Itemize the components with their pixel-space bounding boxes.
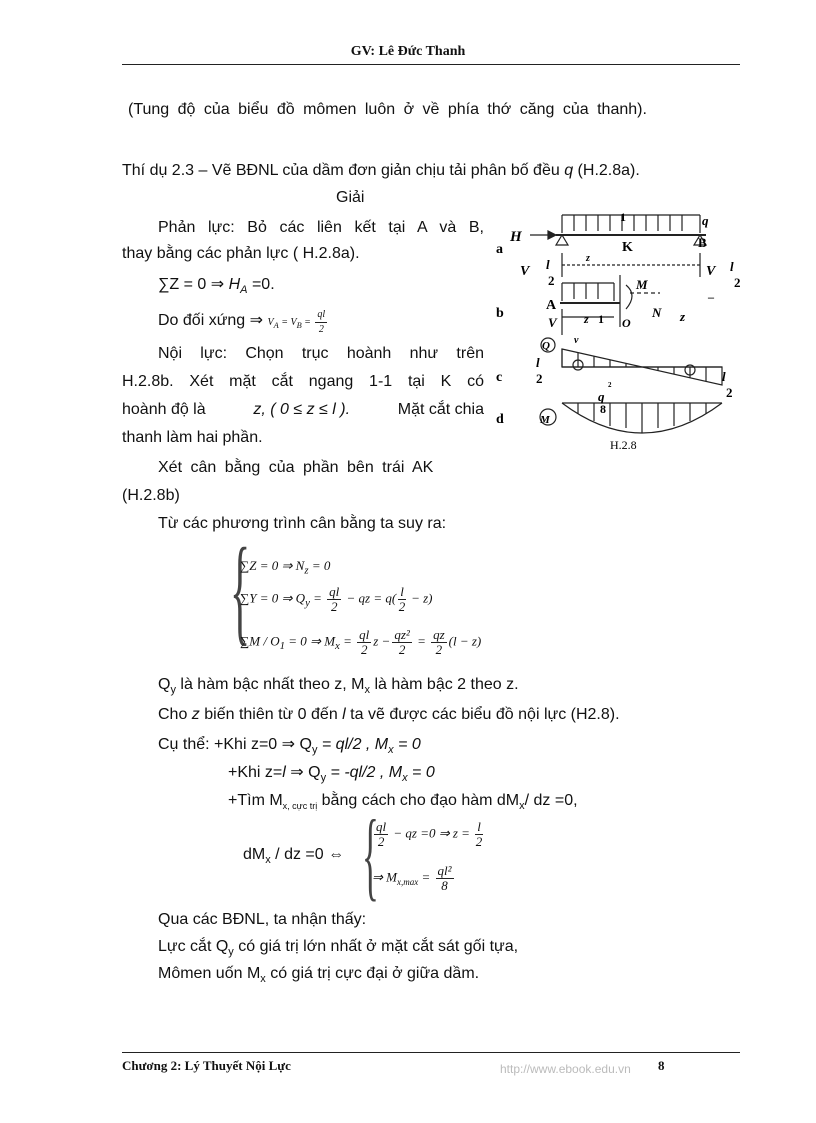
- eq2-den: 2: [330, 599, 338, 614]
- derivative-eq-2: [372, 864, 456, 893]
- figure-caption: H.2.8: [610, 438, 637, 452]
- derivative-eq-1: [372, 820, 485, 849]
- equilibrium-line-2: (H.2.8b): [122, 487, 180, 504]
- label-M: M: [636, 277, 648, 292]
- eq3-num1: ql: [359, 627, 370, 642]
- beam-figure: [490, 205, 750, 455]
- conclusion-line-3: [158, 964, 479, 989]
- eq1-sub: z: [304, 564, 309, 577]
- eq1-post: = 0: [308, 558, 331, 573]
- example-heading-ref: (H.2.8a).: [573, 162, 640, 179]
- label-q: q: [702, 213, 709, 228]
- internal-line-3: [122, 400, 484, 420]
- footer-rule: [122, 1052, 740, 1053]
- qy-sub2: x: [364, 684, 370, 697]
- symmetry-text: Do đối xứng ⇒: [158, 311, 264, 329]
- case-3-line: [228, 791, 578, 816]
- case2-l: l: [282, 764, 286, 781]
- case2-a: +Khi z=: [228, 764, 283, 781]
- eq3-num3: qz: [433, 627, 445, 642]
- eq3-sub1: 1: [279, 640, 286, 653]
- equilibrium-line-1: Xét cân bằng của phần bên trái AK: [158, 459, 434, 476]
- d1-num2: l: [477, 819, 481, 834]
- case2-b: ⇒ Q: [285, 764, 321, 781]
- label-M-d: M: [540, 414, 550, 426]
- eq2-end: − z): [407, 590, 433, 606]
- conclusion-line-1: Qua các BĐNL, ta nhận thấy:: [158, 911, 367, 928]
- qy-b: là hàm bậc nhất theo z, M: [175, 676, 365, 693]
- d1-mid: − qz =0 ⇒ z =: [390, 825, 474, 841]
- label-ql2: q: [598, 389, 605, 404]
- eq3-den2: 2: [398, 642, 406, 657]
- symmetry-sub-b: B: [296, 320, 302, 330]
- symmetry-eq1: = V: [278, 316, 297, 328]
- label-z-b2: z: [584, 312, 589, 326]
- eq3-eq2: =: [413, 633, 430, 649]
- internal-line-4: thanh làm hai phần.: [122, 429, 263, 446]
- conclusion-line-2: [158, 937, 518, 962]
- sum-z-sub: A: [240, 284, 248, 297]
- internal-line-2: H.2.8b. Xét mặt cắt ngang 1-1 tại K có: [122, 373, 484, 390]
- label-v: v: [574, 335, 579, 346]
- example-heading-text: Vẽ BĐNL của dầm đơn giản chịu tải phân bố đều: [211, 162, 565, 179]
- label-z-b: z: [680, 309, 686, 324]
- eq2-den2: 2: [398, 599, 406, 614]
- eq2-sub: y: [305, 597, 310, 610]
- label-2-a: 2: [548, 273, 555, 288]
- label-2-c: 2: [536, 371, 543, 386]
- eq3-mid: = 0 ⇒ M: [285, 633, 336, 649]
- footer-watermark[interactable]: http://www.ebook.edu.vn: [500, 1062, 631, 1076]
- example-heading-prefix: Thí dụ 2.3 –: [122, 162, 212, 179]
- d2-sub: x,max: [396, 877, 419, 888]
- internal-line-1: Nội lực: Chọn trục hoành như trên: [158, 345, 484, 362]
- header-rule: [122, 64, 740, 65]
- intro-line: (Tung độ của biểu đồ mômen luôn ở về phía thớ căng của thanh).: [128, 101, 647, 118]
- internal-3b: z, ( 0 ≤ z ≤ l ).: [253, 401, 351, 418]
- label-l-b: l: [730, 259, 734, 274]
- label-H: H: [510, 229, 522, 245]
- label-dash: –: [708, 290, 714, 304]
- eq3-num2: qz²: [394, 627, 410, 642]
- eq3-eq: =: [339, 633, 356, 649]
- equation-1: [240, 558, 330, 577]
- reaction-line-2: thay bằng các phản lực ( H.2.8a).: [122, 245, 360, 262]
- from-equations-line: Từ các phương trình cân bằng ta suy ra:: [158, 515, 447, 532]
- label-K: K: [622, 240, 633, 255]
- label-b: b: [496, 306, 504, 321]
- derivative-brace: {: [362, 799, 379, 910]
- moment-diagram-d: [540, 403, 722, 433]
- vary-line: [158, 705, 620, 725]
- deriv-sub: x: [265, 854, 271, 867]
- qy-a: Q: [158, 676, 171, 693]
- equation-3: [240, 628, 481, 657]
- concl-3b: có giá trị cực đại ở giữa dầm.: [265, 965, 480, 982]
- qy-line: [158, 675, 519, 700]
- case1-sub2: x: [388, 744, 394, 757]
- symmetry-eq2: =: [301, 316, 314, 328]
- vary-c: ta vẽ được các biểu đồ nội lực (H2.8).: [345, 706, 620, 723]
- page-header-title: GV: Lê Đức Thanh: [350, 44, 466, 59]
- sum-z-pre: ∑Z = 0 ⇒: [158, 276, 229, 293]
- label-l-c: l: [536, 355, 540, 370]
- case-intro: Cụ thể: +Khi z=0 ⇒ Q: [158, 736, 312, 753]
- label-d: d: [496, 412, 504, 427]
- symmetry-sub-a: A: [273, 320, 279, 330]
- case2-end: = 0: [407, 764, 435, 781]
- case2-sub2: x: [402, 772, 408, 785]
- case1-val: = ql/2 , M: [317, 736, 389, 753]
- d1-den2: 2: [475, 834, 483, 849]
- symmetry-lhs: V: [267, 316, 274, 328]
- label-c: c: [496, 370, 503, 385]
- d2-den: 8: [441, 878, 448, 893]
- label-one-b: 1: [598, 312, 604, 326]
- concl-3sub: x: [260, 973, 266, 986]
- d2-pre: ⇒ M: [372, 869, 397, 885]
- d1-den: 2: [377, 834, 385, 849]
- label-sq: 2: [608, 381, 612, 389]
- eq3-pre: ∑M / O: [240, 633, 280, 649]
- concl-2b: có giá trị lớn nhất ở mặt cắt sát gối tựa,: [233, 938, 519, 955]
- symmetry-den: 2: [318, 324, 324, 335]
- eq1-text: ∑Z = 0 ⇒ N: [240, 558, 305, 573]
- label-one-top: 1: [620, 210, 626, 224]
- vary-b: biến thiên từ 0 đến: [199, 706, 343, 723]
- case-2-line: [228, 763, 435, 788]
- eq2-mid: − qz = q(: [343, 590, 397, 606]
- label-A: A: [546, 298, 557, 313]
- case1-end: = 0: [393, 736, 421, 753]
- case2-val: = -ql/2 , M: [326, 764, 403, 781]
- solution-label: Giải: [336, 189, 365, 206]
- concl-2sub: y: [228, 946, 234, 959]
- label-N: N: [652, 305, 662, 320]
- symmetry-num: ql: [315, 308, 327, 323]
- label-l-a: l: [546, 257, 550, 272]
- case3-a: +Tìm M: [228, 792, 283, 809]
- label-O: O: [622, 316, 631, 330]
- eq3-sub2: x: [335, 640, 340, 653]
- footer-page-number: 8: [658, 1058, 665, 1073]
- eq2-pre: ∑Y = 0 ⇒ Q: [240, 590, 306, 606]
- sum-z-post: =0.: [247, 276, 275, 293]
- internal-3a: hoành độ là: [122, 401, 206, 418]
- label-B: B: [698, 235, 707, 250]
- label-a: a: [496, 242, 503, 257]
- label-2-c2: 2: [726, 385, 733, 400]
- label-l-c2: l: [722, 369, 726, 384]
- case1-sub: y: [311, 744, 318, 757]
- internal-3c: Mặt cắt chia: [397, 401, 484, 418]
- vary-l: l: [342, 706, 346, 723]
- case3-sub2: x: [519, 800, 525, 813]
- vary-z: z: [191, 706, 200, 723]
- case3-sub: x, cực trị: [282, 801, 318, 812]
- equation-brace: {: [230, 523, 251, 656]
- label-z-a: z: [586, 253, 590, 264]
- footer-chapter: Chương 2: Lý Thuyết Nội Lực: [122, 1058, 291, 1073]
- symmetry-line: [158, 308, 329, 337]
- eq3-den1: 2: [360, 642, 368, 657]
- eq2-num2: l: [400, 584, 404, 599]
- concl-2a: Lực cắt Q: [158, 938, 229, 955]
- derivative-lhs: [243, 845, 344, 870]
- eq2-eq: =: [309, 590, 326, 606]
- sum-z-ha: H: [228, 276, 241, 293]
- vary-a: Cho: [158, 706, 192, 723]
- distributed-load-a: [530, 215, 706, 277]
- label-VA: V: [520, 264, 530, 279]
- sum-z-line: [158, 275, 275, 300]
- reaction-line-1: Phản lực: Bỏ các liên kết tại A và B,: [158, 219, 484, 236]
- example-heading-q: q: [564, 162, 574, 179]
- d2-num: ql²: [437, 863, 452, 878]
- label-VB: V: [706, 264, 716, 279]
- case2-sub: y: [320, 772, 327, 785]
- concl-3a: Mômen uốn M: [158, 965, 261, 982]
- deriv-b: / dz =0 ⇔: [270, 846, 345, 863]
- case3-c: / dz =0,: [524, 792, 578, 809]
- eq3-end: (l − z): [448, 633, 482, 649]
- label-V-b: V: [548, 315, 557, 330]
- example-heading: [122, 161, 640, 181]
- qy-c: là hàm bậc 2 theo z.: [370, 676, 519, 693]
- deriv-a: dM: [243, 846, 266, 863]
- shear-diagram-c: [541, 338, 722, 385]
- eq2-num: ql: [329, 584, 340, 599]
- label-Q: Q: [542, 340, 550, 352]
- d1-num: ql: [376, 819, 387, 834]
- case-1-line: [158, 735, 421, 760]
- eq3-z: z −: [373, 633, 391, 649]
- d2-eq: =: [418, 869, 434, 885]
- eq3-den3: 2: [435, 642, 443, 657]
- label-8: 8: [600, 402, 606, 416]
- case3-b: bằng cách cho đạo hàm dM: [317, 792, 520, 809]
- qy-sub: y: [170, 684, 176, 697]
- label-2-b: 2: [734, 275, 741, 290]
- equation-2: [240, 585, 433, 614]
